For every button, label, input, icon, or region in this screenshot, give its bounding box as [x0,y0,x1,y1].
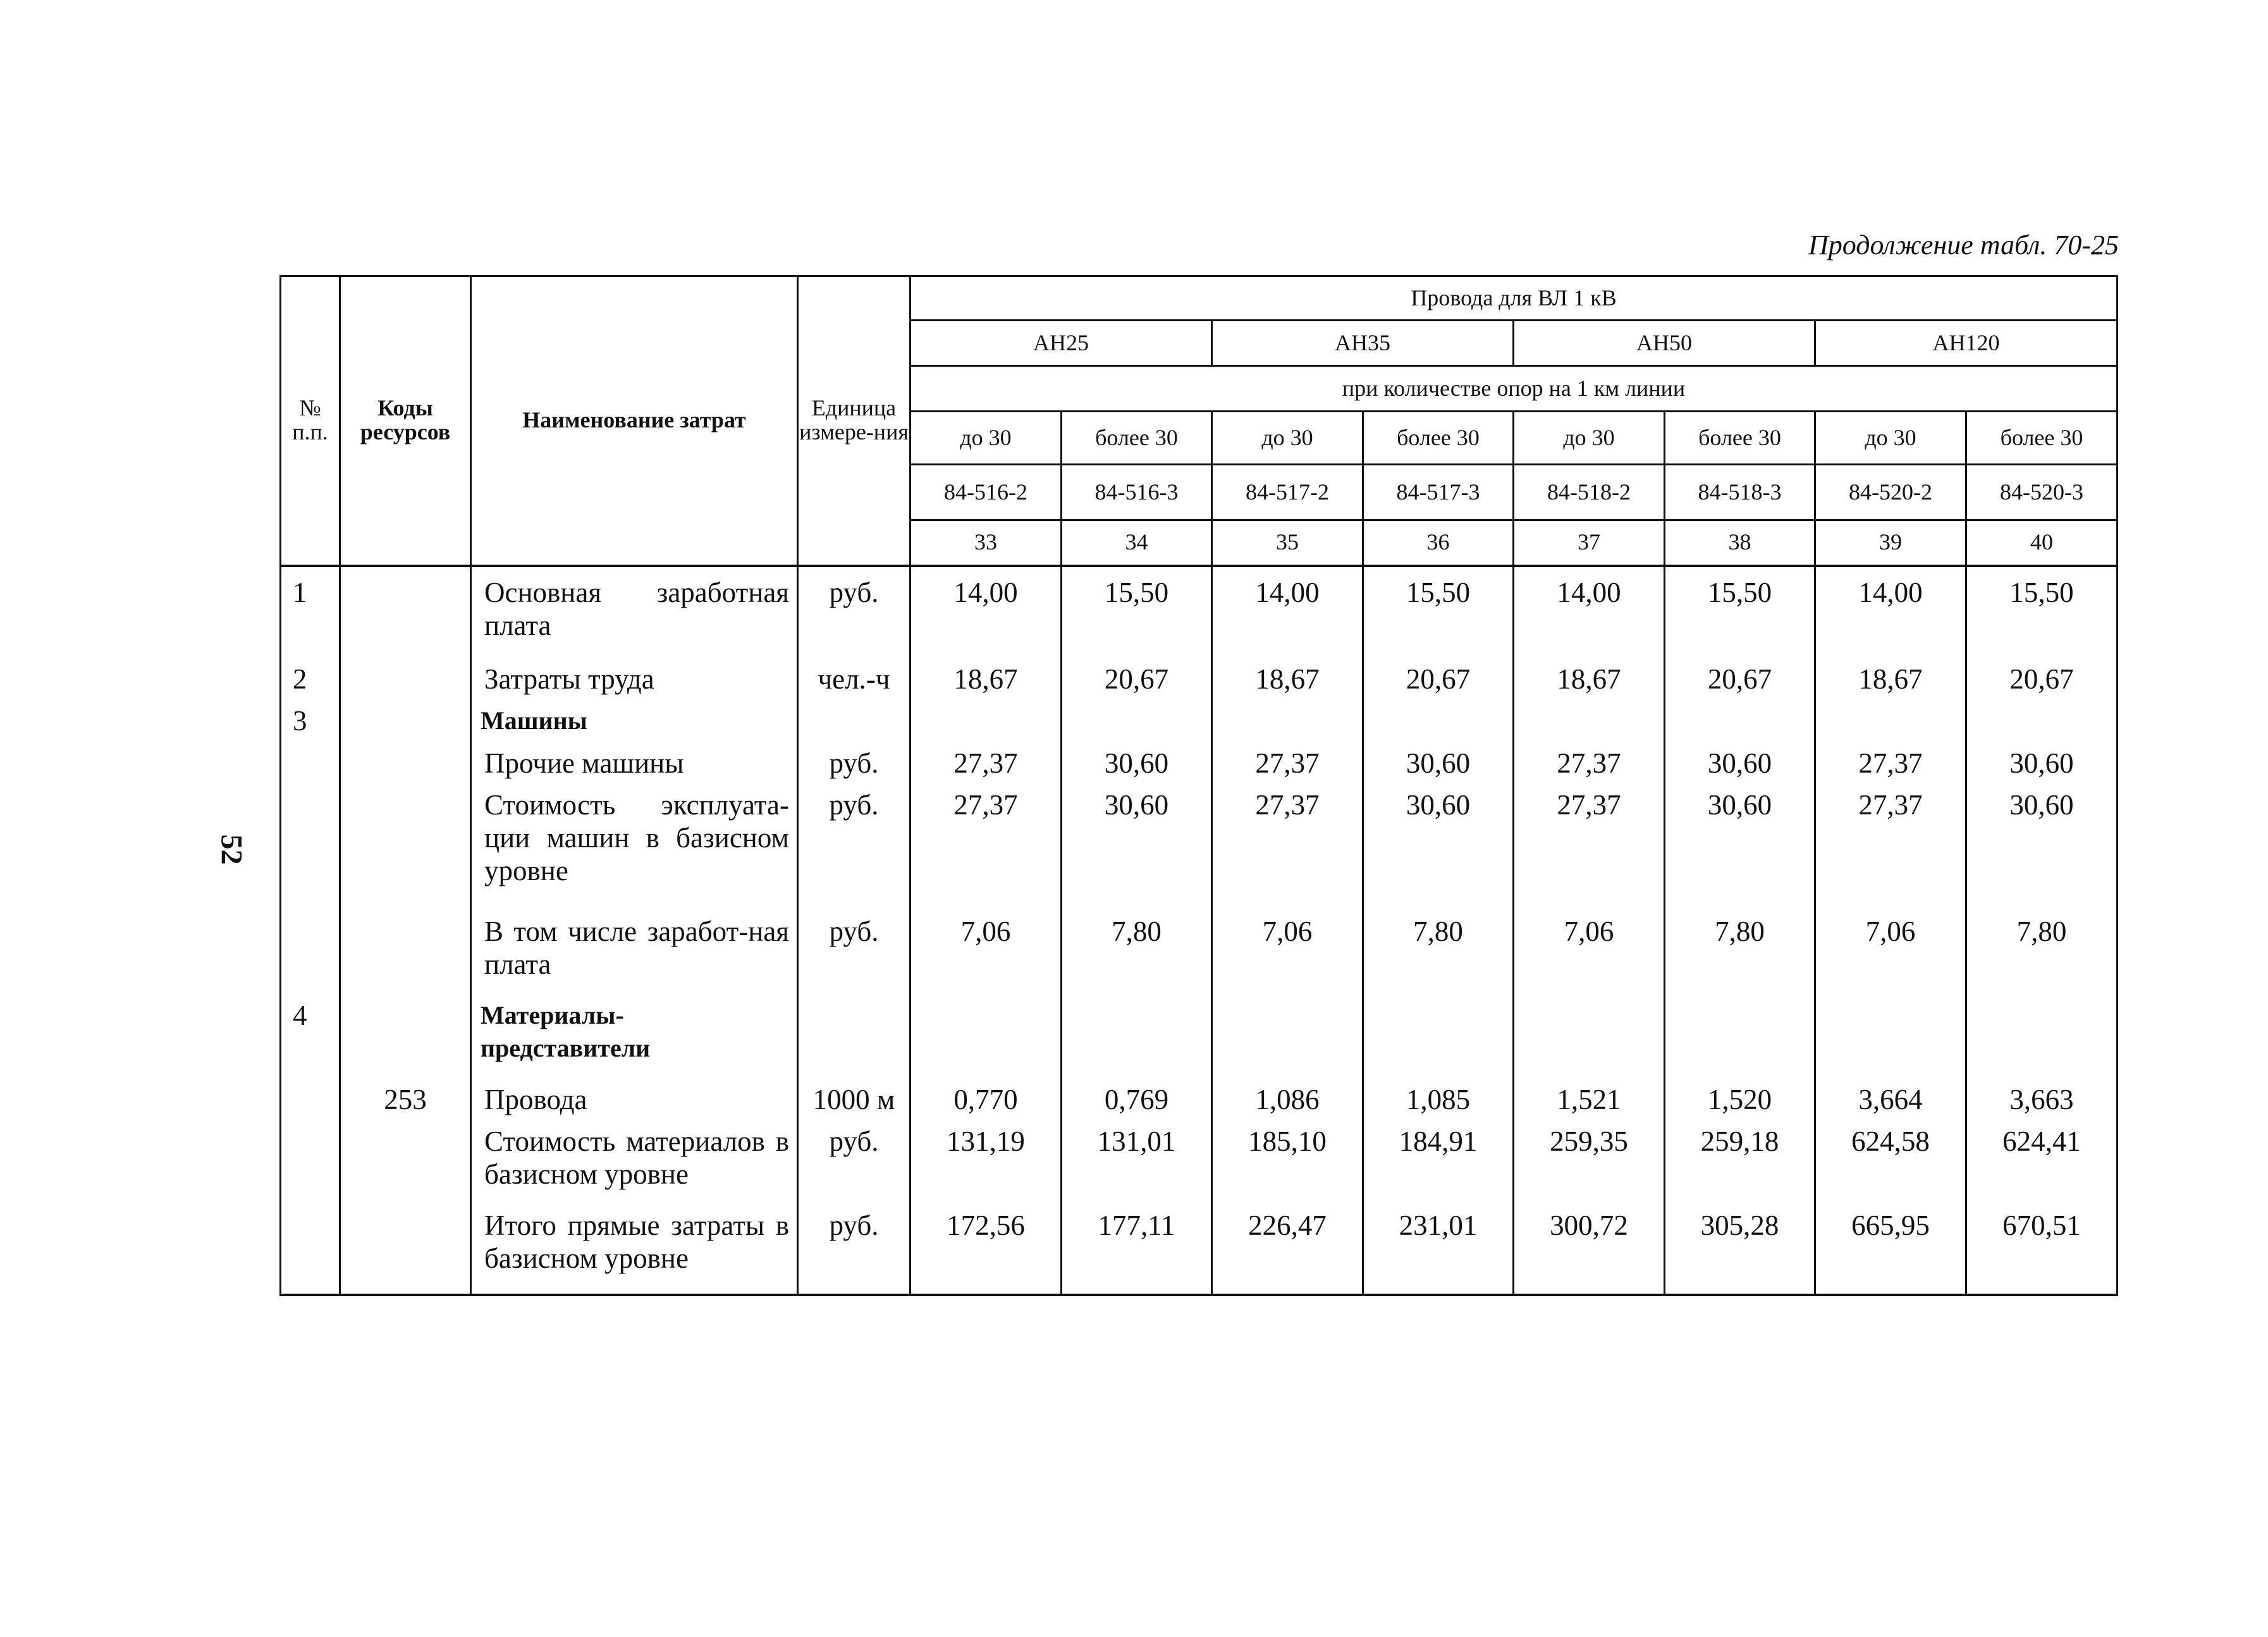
header-condition: до 30 [1514,412,1665,465]
header-col-number: 37 [1514,520,1665,566]
header-condition: более 30 [1062,412,1212,465]
value-cell [1815,704,1966,746]
header-name: Наименование затрат [471,276,798,566]
value-cell: 1,085 [1363,1083,1514,1125]
value-cell: 30,60 [1363,747,1514,788]
table-row [281,704,2118,746]
value-cell: 624,58 [1815,1125,1966,1209]
value-cell: 1,521 [1514,1083,1665,1125]
table-row [281,999,2118,1083]
value-cell: 231,01 [1363,1209,1514,1293]
header-col-number: 38 [1665,520,1815,566]
cost-table [279,275,2118,1296]
table-row [281,1209,2118,1293]
value-cell: 14,00 [910,566,1062,663]
value-cell: 305,28 [1665,1209,1815,1293]
value-cell: 27,37 [1514,747,1665,788]
cost-name: Стоимость эксплуата-ции машин в базисном уровне [471,788,798,914]
value-cell: 20,67 [1966,663,2118,704]
value-cell [1514,999,1665,1083]
value-cell: 7,06 [1815,915,1966,999]
header-condition: до 30 [1815,412,1966,465]
value-cell: 670,51 [1966,1209,2118,1293]
value-cell: 15,50 [1062,566,1212,663]
value-cell [1363,704,1514,746]
value-cell: 185,10 [1212,1125,1363,1209]
row-number: 3 [281,704,340,746]
value-cell: 7,80 [1966,915,2118,999]
cost-name: Затраты труда [471,663,798,704]
value-cell [1966,999,2118,1083]
header-unit: Единица измере-ния [798,276,910,566]
value-cell: 1,086 [1212,1083,1363,1125]
table-row [281,1125,2118,1209]
table-row [281,1083,2118,1125]
resource-code [340,747,471,788]
value-cell: 259,18 [1665,1125,1815,1209]
value-cell: 20,67 [1363,663,1514,704]
value-cell [1665,704,1815,746]
value-cell: 27,37 [1212,747,1363,788]
page-number: 52 [214,834,248,865]
value-cell: 30,60 [1062,788,1212,914]
value-cell: 172,56 [910,1209,1062,1293]
unit: руб. [798,747,910,788]
value-cell: 7,06 [1514,915,1665,999]
value-cell: 18,67 [910,663,1062,704]
value-cell: 184,91 [1363,1125,1514,1209]
value-cell: 15,50 [1966,566,2118,663]
cost-name: Основная заработная плата [471,566,798,663]
value-cell: 7,06 [910,915,1062,999]
value-cell: 14,00 [1212,566,1363,663]
value-cell [1363,999,1514,1083]
value-cell: 27,37 [1212,788,1363,914]
section-heading: Машины [471,704,798,746]
table-caption: Продолжение табл. 70-25 [1808,230,2119,261]
row-number [281,1083,340,1125]
value-cell: 27,37 [1815,788,1966,914]
header-condition: более 30 [1363,412,1514,465]
value-cell: 15,50 [1665,566,1815,663]
cost-name: Прочие машины [471,747,798,788]
header-codes: Коды ресурсов [340,276,471,566]
value-cell: 30,60 [1665,788,1815,914]
table-row [281,788,2118,914]
resource-code [340,1125,471,1209]
value-cell: 30,60 [1062,747,1212,788]
cost-name: В том числе заработ-ная плата [471,915,798,999]
header-col-number: 33 [910,520,1062,566]
header-condition: более 30 [1665,412,1815,465]
header-col-number: 36 [1363,520,1514,566]
cost-name: Провода [471,1083,798,1125]
row-number: 1 [281,566,340,663]
value-cell: 1,520 [1665,1083,1815,1125]
value-cell: 30,60 [1363,788,1514,914]
resource-code [340,788,471,914]
filler-row [281,1293,2118,1295]
header-rate-code: 84-520-3 [1966,465,2118,520]
header-wire: АН35 [1212,321,1514,366]
value-cell: 15,50 [1363,566,1514,663]
value-cell [910,999,1062,1083]
header-condition: до 30 [1212,412,1363,465]
value-cell: 20,67 [1665,663,1815,704]
value-cell [1815,999,1966,1083]
value-cell: 7,80 [1062,915,1212,999]
resource-code: 253 [340,1083,471,1125]
table-body [281,566,2118,1296]
value-cell: 30,60 [1966,788,2118,914]
value-cell: 300,72 [1514,1209,1665,1293]
value-cell [1062,704,1212,746]
value-cell: 27,37 [1514,788,1665,914]
value-cell: 27,37 [910,788,1062,914]
value-cell: 20,67 [1062,663,1212,704]
value-cell: 18,67 [1514,663,1665,704]
value-cell [1665,999,1815,1083]
value-cell [1212,704,1363,746]
value-cell: 259,35 [1514,1125,1665,1209]
header-wire: АН50 [1514,321,1815,366]
header-col-number: 34 [1062,520,1212,566]
header-num: № п.п. [281,276,340,566]
header-condition: более 30 [1966,412,2118,465]
header-wire: АН25 [910,321,1212,366]
value-cell: 7,06 [1212,915,1363,999]
value-cell [1212,999,1363,1083]
value-cell: 30,60 [1665,747,1815,788]
row-number [281,915,340,999]
header-wire: АН120 [1815,321,2118,366]
section-heading: Материалы-представители [471,999,798,1083]
header-rate-code: 84-520-2 [1815,465,1966,520]
unit: руб. [798,1125,910,1209]
header-col-number: 35 [1212,520,1363,566]
header-rate-code: 84-516-2 [910,465,1062,520]
header-group: Провода для ВЛ 1 кВ [910,276,2118,321]
row-number [281,788,340,914]
value-cell [910,704,1062,746]
row-number [281,1209,340,1293]
resource-code [340,704,471,746]
resource-code [340,999,471,1083]
header-rate-code: 84-517-3 [1363,465,1514,520]
table-row [281,915,2118,999]
row-number [281,747,340,788]
value-cell [1966,704,2118,746]
value-cell: 0,769 [1062,1083,1212,1125]
unit: руб. [798,915,910,999]
unit [798,704,910,746]
value-cell: 18,67 [1815,663,1966,704]
resource-code [340,1209,471,1293]
value-cell: 665,95 [1815,1209,1966,1293]
value-cell: 131,01 [1062,1125,1212,1209]
value-cell: 226,47 [1212,1209,1363,1293]
resource-code [340,663,471,704]
value-cell: 27,37 [910,747,1062,788]
cost-name: Стоимость материалов в базисном уровне [471,1125,798,1209]
value-cell [1062,999,1212,1083]
header-col-number: 39 [1815,520,1966,566]
row-number [281,1125,340,1209]
unit: чел.-ч [798,663,910,704]
unit: руб. [798,566,910,663]
header-col-number: 40 [1966,520,2118,566]
header-rate-code: 84-517-2 [1212,465,1363,520]
value-cell: 3,663 [1966,1083,2118,1125]
value-cell: 0,770 [910,1083,1062,1125]
value-cell: 27,37 [1815,747,1966,788]
header-subgroup: при количестве опор на 1 км линии [910,366,2118,412]
value-cell: 7,80 [1363,915,1514,999]
table-header [281,276,2118,566]
value-cell: 177,11 [1062,1209,1212,1293]
row-number: 2 [281,663,340,704]
value-cell: 624,41 [1966,1125,2118,1209]
value-cell: 30,60 [1966,747,2118,788]
unit: руб. [798,788,910,914]
value-cell [1514,704,1665,746]
value-cell: 14,00 [1815,566,1966,663]
header-rate-code: 84-518-3 [1665,465,1815,520]
value-cell: 3,664 [1815,1083,1966,1125]
row-number: 4 [281,999,340,1083]
unit: руб. [798,1209,910,1293]
resource-code [340,915,471,999]
header-rate-code: 84-518-2 [1514,465,1665,520]
header-rate-code: 84-516-3 [1062,465,1212,520]
header-condition: до 30 [910,412,1062,465]
table-row [281,747,2118,788]
table-row [281,566,2118,663]
value-cell: 131,19 [910,1125,1062,1209]
value-cell: 7,80 [1665,915,1815,999]
unit [798,999,910,1083]
table-row [281,663,2118,704]
value-cell: 14,00 [1514,566,1665,663]
unit: 1000 м [798,1083,910,1125]
value-cell: 18,67 [1212,663,1363,704]
resource-code [340,566,471,663]
cost-name: Итого прямые затраты в базисном уровне [471,1209,798,1293]
